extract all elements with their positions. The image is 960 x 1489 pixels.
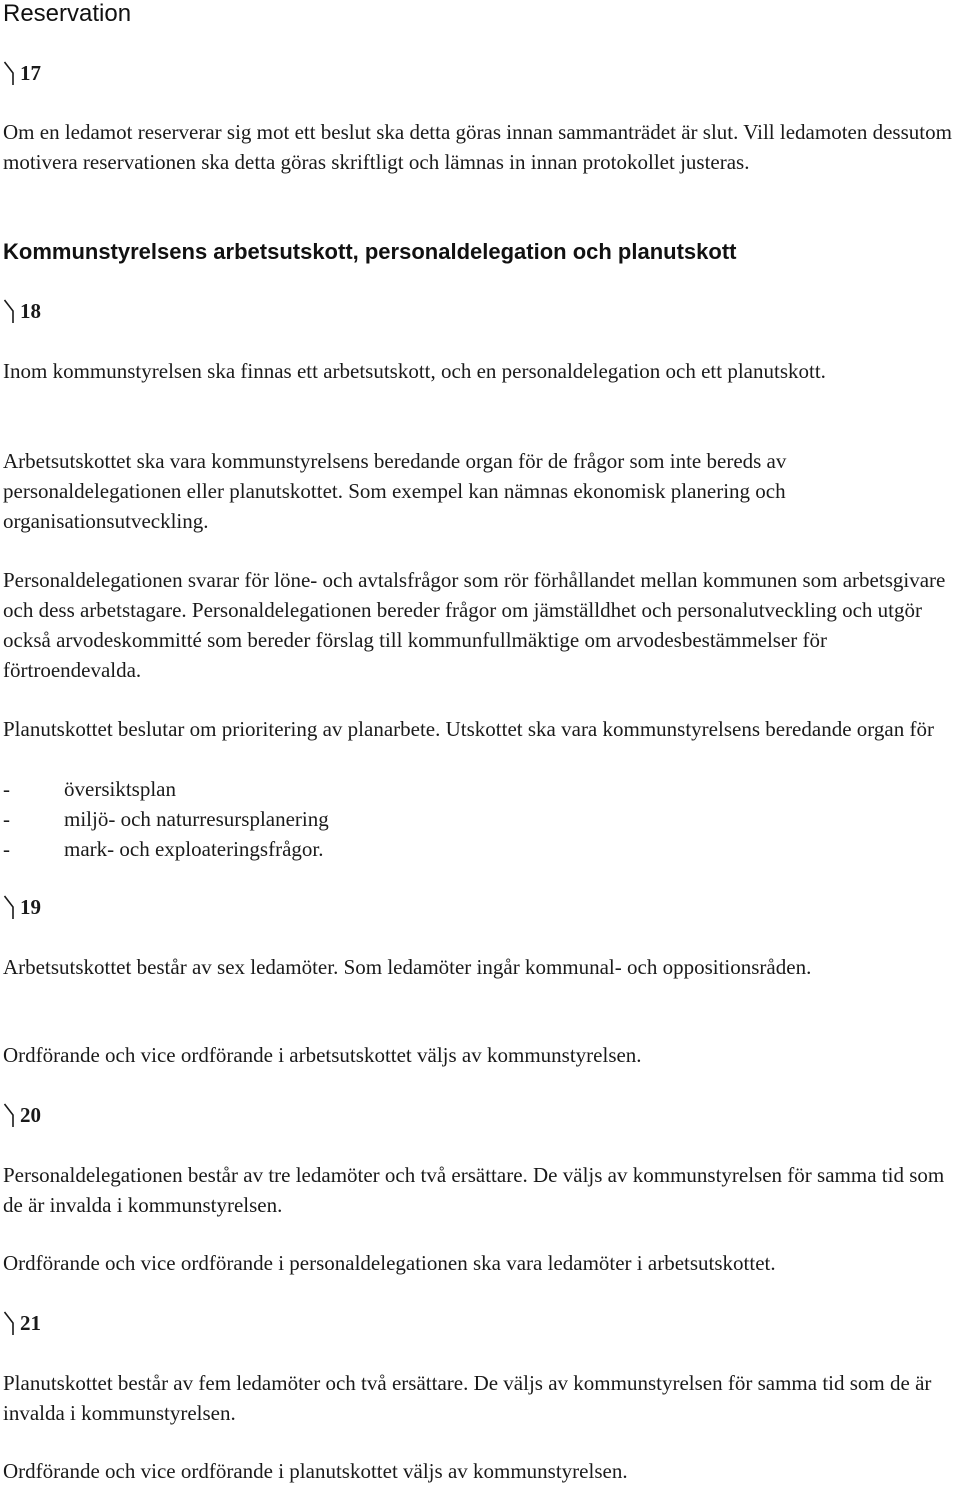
section-20 <box>3 1102 41 1128</box>
section-sign-icon <box>3 1102 15 1128</box>
paragraph-18d: Planutskottet beslutar om prioritering av planarbete. Utskottet ska vara kommunstyrelsens beredande organ för <box>3 717 934 741</box>
section-17 <box>3 60 41 86</box>
list-item-text: översiktsplan <box>64 777 176 801</box>
section-18 <box>3 298 41 324</box>
section-number: 19 <box>20 895 41 919</box>
section-number: 17 <box>20 61 41 85</box>
list-dash: - <box>3 807 10 831</box>
paragraph-18c: Personaldelegationen svarar för löne- och avtalsfrågor som rör förhållandet mellan kommunen som arbetsgivare och dess arbetstagare. Personaldelegationen bereder frågor om jämställdhet och personalutveckling och utgör också arvodeskommitté som bereder förslag till kommunfullmäktige om arvodesbestämmelser för förtroendevalda. <box>3 568 946 682</box>
paragraph-18a: Inom kommunstyrelsen ska finnas ett arbetsutskott, och en personaldelegation och ett planutskott. <box>3 359 826 383</box>
list-item <box>3 774 176 804</box>
paragraph-18b: Arbetsutskottet ska vara kommunstyrelsens beredande organ för de frågor som inte bereds av personaldelegationen eller planutskottet. Som exempel kan nämnas ekonomisk planering och organisationsutveckling. <box>3 449 787 533</box>
list-dash: - <box>3 837 10 861</box>
section-sign-icon <box>3 1310 15 1336</box>
section-sign-icon <box>3 60 15 86</box>
paragraph-17: Om en ledamot reserverar sig mot ett beslut ska detta göras innan sammanträdet är slut. Vill ledamoten dessutom motivera reservationen ska detta göras skriftligt och lämnas in innan protokollet justeras. <box>3 120 952 174</box>
paragraph-20b: Ordförande och vice ordförande i personaldelegationen ska vara ledamöter i arbetsutskottet. <box>3 1251 776 1275</box>
section-number: 21 <box>20 1311 41 1335</box>
paragraph-19a: Arbetsutskottet består av sex ledamöter. Som ledamöter ingår kommunal- och oppositionsråden. <box>3 955 812 979</box>
list-dash: - <box>3 777 10 801</box>
paragraph-20a: Personaldelegationen består av tre ledamöter och två ersättare. De väljs av kommunstyrelsen för samma tid som de är invalda i kommunstyrelsen. <box>3 1163 945 1217</box>
section-number: 20 <box>20 1103 41 1127</box>
section-sign-icon <box>3 298 15 324</box>
section-number: 18 <box>20 299 41 323</box>
heading-committees: Kommunstyrelsens arbetsutskott, personaldelegation och planutskott <box>3 239 737 264</box>
paragraph-21a: Planutskottet består av fem ledamöter och två ersättare. De väljs av kommunstyrelsen för samma tid som de är invalda i kommunstyrelsen. <box>3 1371 932 1425</box>
list-item-text: miljö- och naturresursplanering <box>64 807 329 831</box>
list-item <box>3 834 324 864</box>
section-21 <box>3 1310 41 1336</box>
paragraph-21b: Ordförande och vice ordförande i planutskottet väljs av kommunstyrelsen. <box>3 1459 628 1483</box>
list-item <box>3 804 329 834</box>
paragraph-19b: Ordförande och vice ordförande i arbetsutskottet väljs av kommunstyrelsen. <box>3 1043 642 1067</box>
list-item-text: mark- och exploateringsfrågor. <box>64 837 324 861</box>
section-19 <box>3 894 41 920</box>
section-sign-icon <box>3 894 15 920</box>
heading-reservation: Reservation <box>3 0 132 27</box>
